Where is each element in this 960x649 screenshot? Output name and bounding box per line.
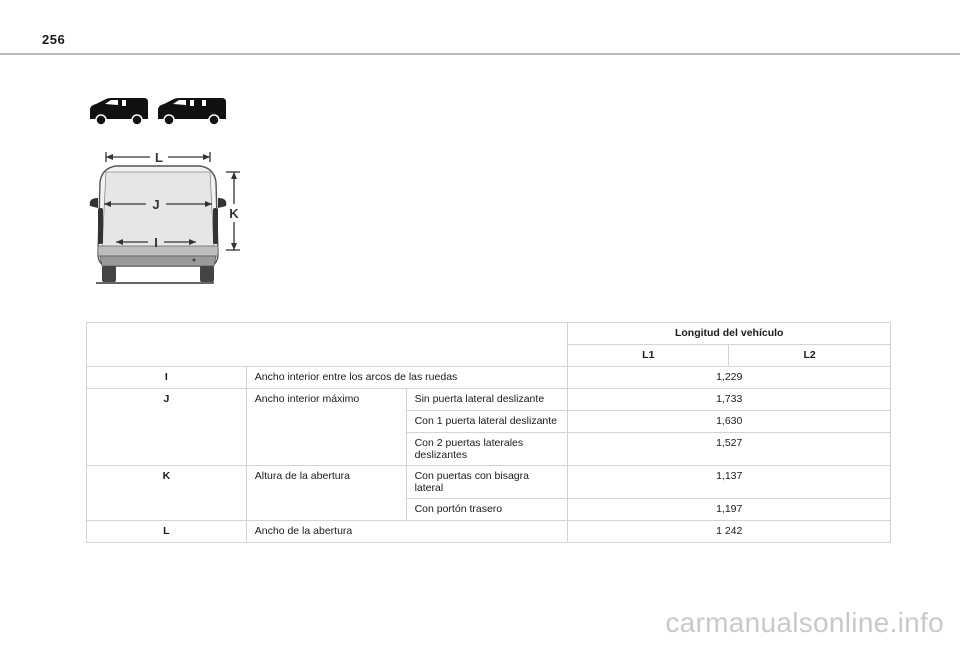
row-value: 1,733 xyxy=(568,389,891,411)
row-code: I xyxy=(87,367,247,389)
row-condition-line: Con 2 puertas laterales xyxy=(414,437,524,449)
rear-dimension-diagram xyxy=(82,142,252,292)
row-condition xyxy=(406,433,568,466)
label-J: J xyxy=(152,197,160,212)
table-row xyxy=(87,466,891,499)
row-condition: Sin puerta lateral deslizante xyxy=(406,389,568,411)
label-L: L xyxy=(155,150,163,165)
row-code: L xyxy=(87,521,247,543)
row-condition-line: deslizantes xyxy=(414,449,468,461)
column-header-l2: L2 xyxy=(729,345,891,367)
row-value: 1,137 xyxy=(568,466,891,499)
row-value: 1,630 xyxy=(568,411,891,433)
row-value: 1,197 xyxy=(568,499,891,521)
page-number: 256 xyxy=(42,32,66,47)
table-header-row xyxy=(87,323,891,345)
table-row xyxy=(87,521,891,543)
spec-table xyxy=(86,322,891,543)
van-icons xyxy=(88,95,228,127)
row-condition: Con portón trasero xyxy=(406,499,568,521)
row-condition: Con 1 puerta lateral deslizante xyxy=(406,411,568,433)
label-K: K xyxy=(229,206,239,221)
row-code: K xyxy=(87,466,247,521)
table-row xyxy=(87,367,891,389)
column-header-l1: L1 xyxy=(568,345,729,367)
table-subheader-row xyxy=(87,345,891,367)
label-I: I xyxy=(154,235,158,250)
row-description: Ancho de la abertura xyxy=(246,521,568,543)
row-code: J xyxy=(87,389,247,466)
van-short-icon xyxy=(90,98,148,125)
subheader-empty-cell xyxy=(87,345,568,367)
row-value: 1 242 xyxy=(568,521,891,543)
row-description: Ancho interior entre los arcos de las ruedas xyxy=(246,367,568,389)
group-header: Longitud del vehículo xyxy=(568,323,891,345)
row-value: 1,229 xyxy=(568,367,891,389)
van-long-icon xyxy=(158,98,226,125)
header-rule xyxy=(0,53,960,55)
watermark: carmanualsonline.info xyxy=(665,607,944,638)
row-value: 1,527 xyxy=(568,433,891,466)
row-description: Ancho interior máximo xyxy=(246,389,406,466)
row-description: Altura de la abertura xyxy=(246,466,406,521)
row-condition: Con puertas con bisagra lateral xyxy=(406,466,568,499)
table-row xyxy=(87,389,891,411)
header-empty-cell xyxy=(87,323,568,345)
